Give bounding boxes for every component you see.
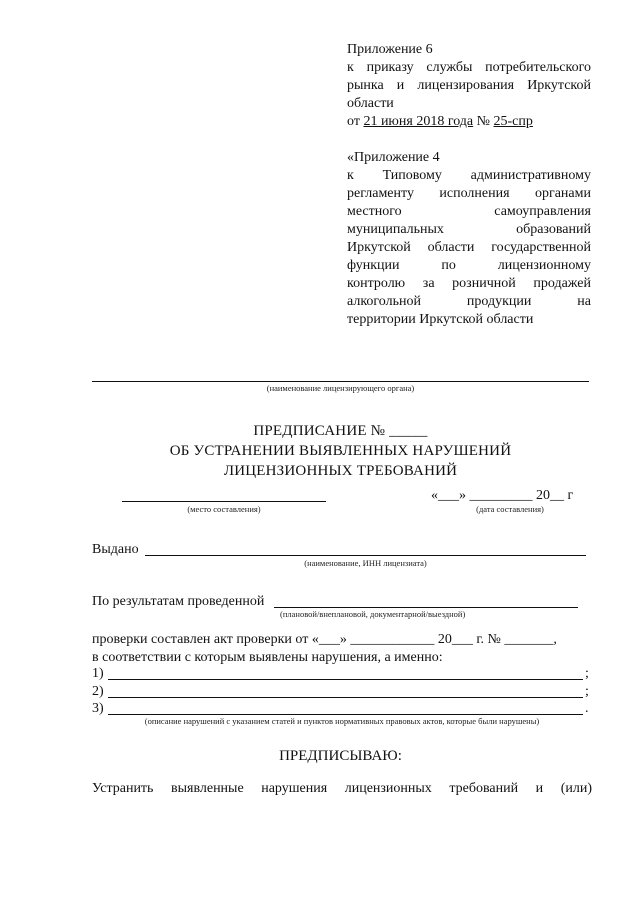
annex4-line: территории Иркутской области	[347, 312, 534, 327]
act-line: проверки составлен акт проверки от «___» ____________ 20___ г. № _______,	[92, 632, 557, 647]
annex4-line: контролю за розничной продажей	[347, 276, 591, 291]
item-number: 1)	[92, 666, 104, 681]
date-prefix: от	[347, 114, 364, 129]
date-caption: (дата составления)	[476, 504, 544, 514]
document-title	[92, 421, 589, 481]
num-prefix: №	[473, 114, 494, 129]
violation-item-2	[92, 683, 592, 701]
place-line	[122, 501, 326, 502]
item-line	[108, 714, 583, 715]
item-line	[108, 679, 583, 680]
organ-name-line	[92, 381, 589, 382]
order-number: 25-спр	[493, 114, 533, 129]
title-line-2: ОБ УСТРАНЕНИИ ВЫЯВЛЕННЫХ НАРУШЕНИЙ	[169, 443, 512, 459]
results-caption: (плановой/внеплановой, документарной/выездной)	[280, 609, 466, 619]
annex4-line: функции по лицензионному	[347, 258, 591, 273]
annex4-line: регламенту исполнения органами	[347, 186, 591, 201]
annex6-date-line	[347, 113, 591, 131]
annex4-line: «Приложение 4	[347, 150, 440, 165]
item-end: ;	[585, 666, 589, 681]
issued-caption: (наименование, ИНН лицензиата)	[304, 558, 427, 568]
violation-item-1	[92, 665, 592, 683]
annex6-line: к приказу службы потребительского	[347, 60, 591, 75]
place-caption: (место составления)	[187, 504, 261, 514]
violations-intro: в соответствии с которым выявлены нарушения, а именно:	[92, 650, 443, 665]
results-line	[274, 607, 578, 608]
annex6-block	[347, 41, 591, 131]
issued-line	[145, 555, 586, 556]
annex4-line: местного самоуправления	[347, 204, 591, 219]
annex6-line: области	[347, 96, 394, 111]
issued-label: Выдано	[92, 542, 139, 557]
date-field: «___» _________ 20__ г	[431, 488, 574, 503]
annex4-block	[347, 149, 591, 329]
annex6-title: Приложение 6	[347, 42, 433, 57]
title-line-1: ПРЕДПИСАНИЕ № _____	[253, 423, 428, 439]
organ-caption: (наименование лицензирующего органа)	[266, 383, 415, 393]
item-end: ;	[585, 684, 589, 699]
annex4-line: муниципальных образований	[347, 222, 591, 237]
annex4-line: Иркутской области государственной	[347, 240, 591, 255]
results-label: По результатам проведенной	[92, 594, 265, 609]
item-number: 3)	[92, 701, 104, 716]
prescribe-heading: ПРЕДПИСЫВАЮ:	[279, 748, 402, 764]
annex6-line: рынка и лицензирования Иркутской	[347, 78, 591, 93]
item-line	[108, 697, 583, 698]
final-line: Устранить выявленные нарушения лицензионных требований и (или)	[92, 781, 592, 796]
item-number: 2)	[92, 684, 104, 699]
title-line-3: ЛИЦЕНЗИОННЫХ ТРЕБОВАНИЙ	[223, 463, 458, 479]
annex4-line: алкогольной продукции на	[347, 294, 591, 309]
item-end: .	[585, 701, 589, 716]
order-date: 21 июня 2018 года	[363, 114, 474, 129]
annex4-line: к Типовому административному	[347, 168, 591, 183]
violations-caption: (описание нарушений с указанием статей и пунктов нормативных правовых актов, которые были нарушены)	[144, 716, 540, 726]
